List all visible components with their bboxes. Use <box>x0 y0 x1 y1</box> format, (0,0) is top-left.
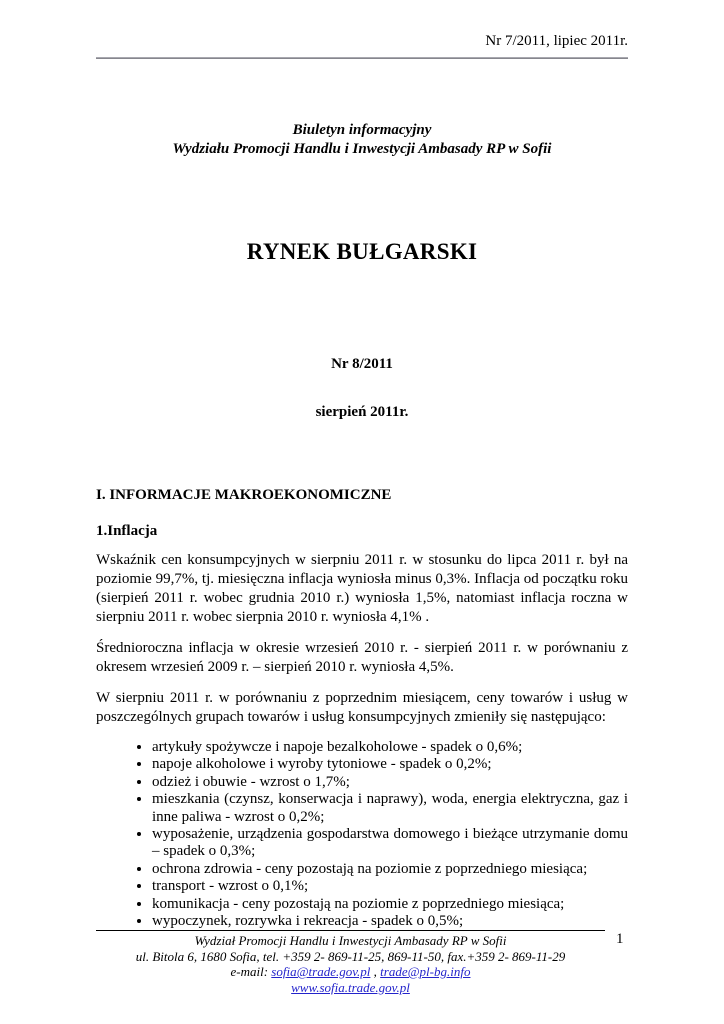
page-number: 1 <box>616 931 624 947</box>
header-issue-note: Nr 7/2011, lipiec 2011r. <box>485 33 628 49</box>
footer-email-link-sofia[interactable]: sofia@trade.gov.pl <box>271 964 371 979</box>
list-item: • komunikacja - ceny pozostają na poziomie z poprzedniego miesiąca; <box>152 896 628 913</box>
document-title: RYNEK BUŁGARSKI <box>246 239 478 264</box>
issue-date: sierpień 2011r. <box>315 404 409 420</box>
masthead-line2: Wydziału Promocji Handlu i Inwestycji Ambasady RP w Sofii <box>172 141 552 157</box>
paragraph-inflation-1: Wskaźnik cen konsumpcyjnych w sierpniu 2011 r. w stosunku do lipca 2011 r. był na poziomie 99,7%, tj. miesięczna inflacja wyniosła minus 0,3%. Inflacja od początku roku (sierpień 2011 r. wobec grudnia 2010 r.) wyniosła 1,5%, natomiast inflacja roczna w sierpniu 2011 r. wobec sierpnia 2010 r. wyniosła 4,1% . <box>96 552 628 625</box>
footer-address-line: ul. Bitola 6, 1680 Sofia, tel. +359 2- 869-11-25, 869-11-50, fax.+359 2- 869-11-29 <box>135 948 566 964</box>
price-change-list <box>96 739 628 930</box>
footer-email-link-trade[interactable]: trade@pl-bg.info <box>380 964 471 979</box>
header-divider <box>96 57 628 59</box>
paragraph-inflation-3: W sierpniu 2011 r. w porównaniu z poprzednim miesiącem, ceny towarów i usług w poszczególnych grupach towarów i usług konsumpcyjnych zmieniły się następująco: <box>96 690 628 725</box>
footer-email-separator: , <box>370 964 381 979</box>
footer-website-link[interactable]: www.sofia.trade.gov.pl <box>291 979 410 995</box>
subsection-heading-inflation: 1.Inflacja <box>96 523 158 539</box>
list-item: • ochrona zdrowia - ceny pozostają na poziomie z poprzedniego miesiąca; <box>152 861 628 878</box>
issue-number: Nr 8/2011 <box>331 356 393 372</box>
footer-org-line: Wydział Promocji Handlu i Inwestycji Ambasady RP w Sofii <box>194 933 507 948</box>
list-item: • wypoczynek, rozrywka i rekreacja - spadek o 0,5%; <box>152 913 628 930</box>
masthead-line1: Biuletyn informacyjny <box>292 122 432 138</box>
list-item: • napoje alkoholowe i wyroby tytoniowe - spadek o 0,2%; <box>152 756 628 773</box>
list-item: • wyposażenie, urządzenia gospodarstwa domowego i bieżące utrzymanie domu – spadek o 0,3%; <box>152 826 628 861</box>
masthead <box>96 121 628 159</box>
list-item: • odzież i obuwie - wzrost o 1,7%; <box>152 774 628 791</box>
footer-website-line <box>96 980 605 996</box>
footer-divider <box>96 930 605 931</box>
page-footer <box>96 933 605 995</box>
footer-email-label: e-mail: <box>230 964 272 979</box>
list-item: • mieszkania (czynsz, konserwacja i naprawy), woda, energia elektryczna, gaz i inne paliwa - wzrost o 0,2%; <box>152 791 628 826</box>
list-item: • transport - wzrost o 0,1%; <box>152 878 628 895</box>
section-heading-macroeconomic: I. INFORMACJE MAKROEKONOMICZNE <box>96 487 392 503</box>
list-item: • artykuły spożywcze i napoje bezalkoholowe - spadek o 0,6%; <box>152 739 628 756</box>
paragraph-inflation-2: Średnioroczna inflacja w okresie wrzesień 2010 r. - sierpień 2011 r. w porównaniu z okresem wrzesień 2009 r. – sierpień 2010 r. wyniosła 4,5%. <box>96 640 628 675</box>
footer-email-line <box>96 964 605 980</box>
